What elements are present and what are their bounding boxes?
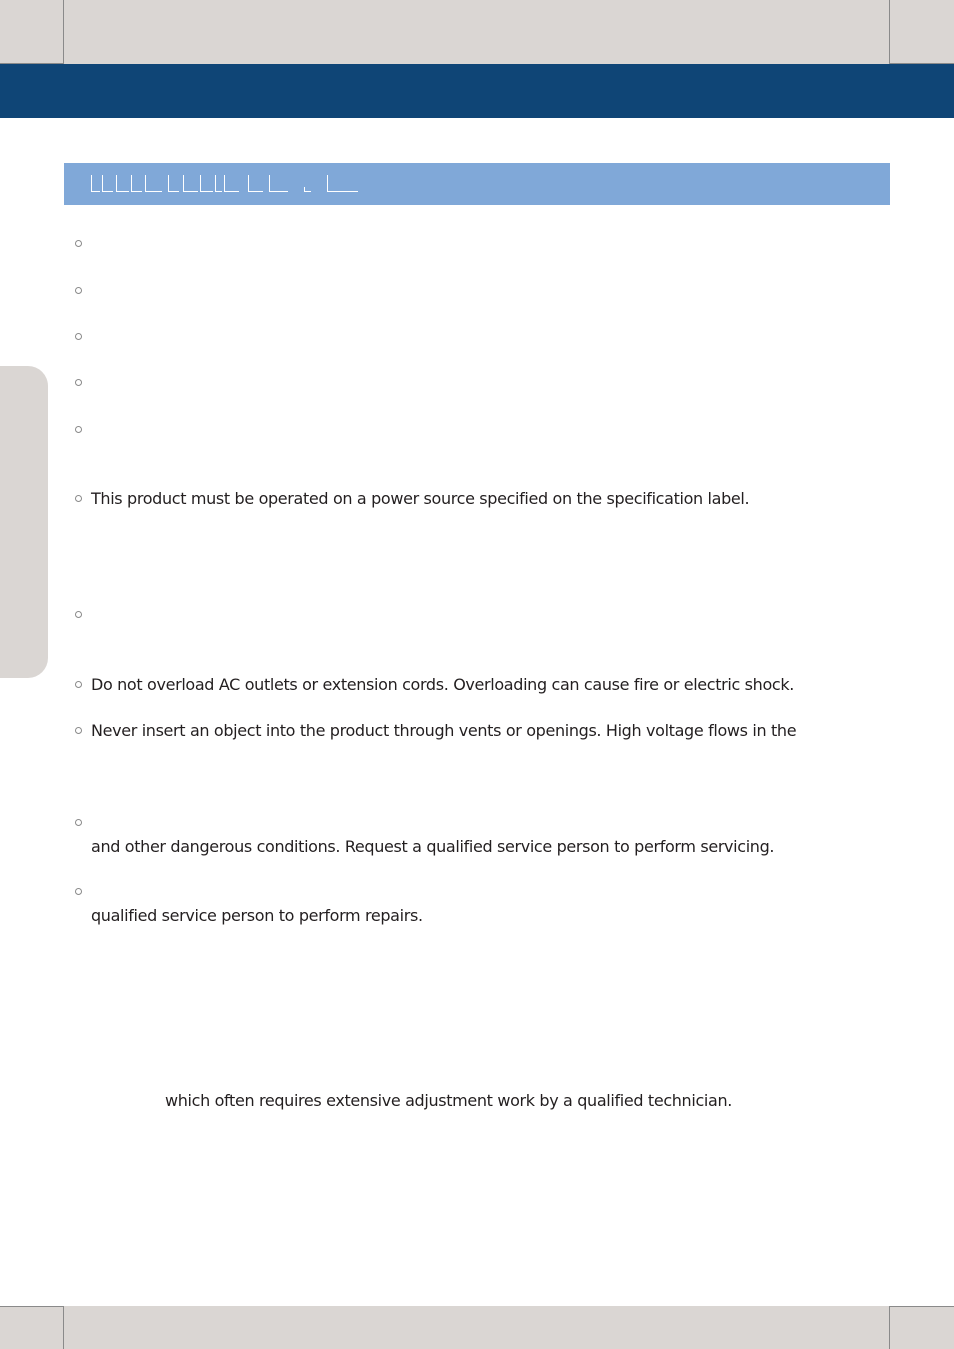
title-glyph [248, 175, 263, 192]
title-glyph [215, 175, 222, 192]
title-glyph [145, 175, 162, 192]
title-glyph [183, 175, 198, 192]
list-item-continuation: and other dangerous conditions. Request a qualified service person to perform servicing. [91, 837, 775, 856]
list-item-continuation: qualified service person to perform repairs. [91, 906, 423, 925]
crop-mark [0, 1306, 64, 1307]
bullet-icon [75, 819, 82, 826]
section-header [64, 163, 890, 205]
list-item: Never insert an object into the product through vents or openings. High voltage flows in the [91, 721, 797, 740]
title-glyph [91, 175, 100, 192]
title-glyph [168, 175, 179, 192]
title-glyph [102, 175, 113, 192]
bullet-icon [75, 240, 82, 247]
bullet-icon [75, 727, 82, 734]
bullet-icon [75, 426, 82, 433]
title-glyph [327, 175, 358, 192]
bullet-icon [75, 287, 82, 294]
footer-band [0, 1306, 954, 1349]
title-glyph [304, 187, 311, 192]
crop-mark [63, 0, 64, 64]
title-glyph [116, 175, 129, 192]
list-item: Do not overload AC outlets or extension cords. Overloading can cause fire or electric shock. [91, 675, 794, 694]
side-tab [0, 366, 48, 678]
bullet-icon [75, 681, 82, 688]
note-line: which often requires extensive adjustment work by a qualified technician. [165, 1091, 732, 1110]
bullet-icon [75, 611, 82, 618]
top-band [0, 0, 954, 64]
crop-mark [889, 0, 890, 64]
list-item: This product must be operated on a power source specified on the specification label. [91, 489, 750, 508]
bullet-icon [75, 333, 82, 340]
crop-mark [889, 1306, 890, 1349]
title-glyph [200, 175, 213, 192]
title-glyph [269, 175, 288, 192]
bullet-icon [75, 379, 82, 386]
bullet-icon [75, 888, 82, 895]
crop-mark [889, 1306, 954, 1307]
header-bar [0, 64, 954, 118]
title-glyph [131, 175, 142, 192]
title-glyph [224, 175, 239, 192]
crop-mark [63, 1306, 64, 1349]
bullet-icon [75, 495, 82, 502]
